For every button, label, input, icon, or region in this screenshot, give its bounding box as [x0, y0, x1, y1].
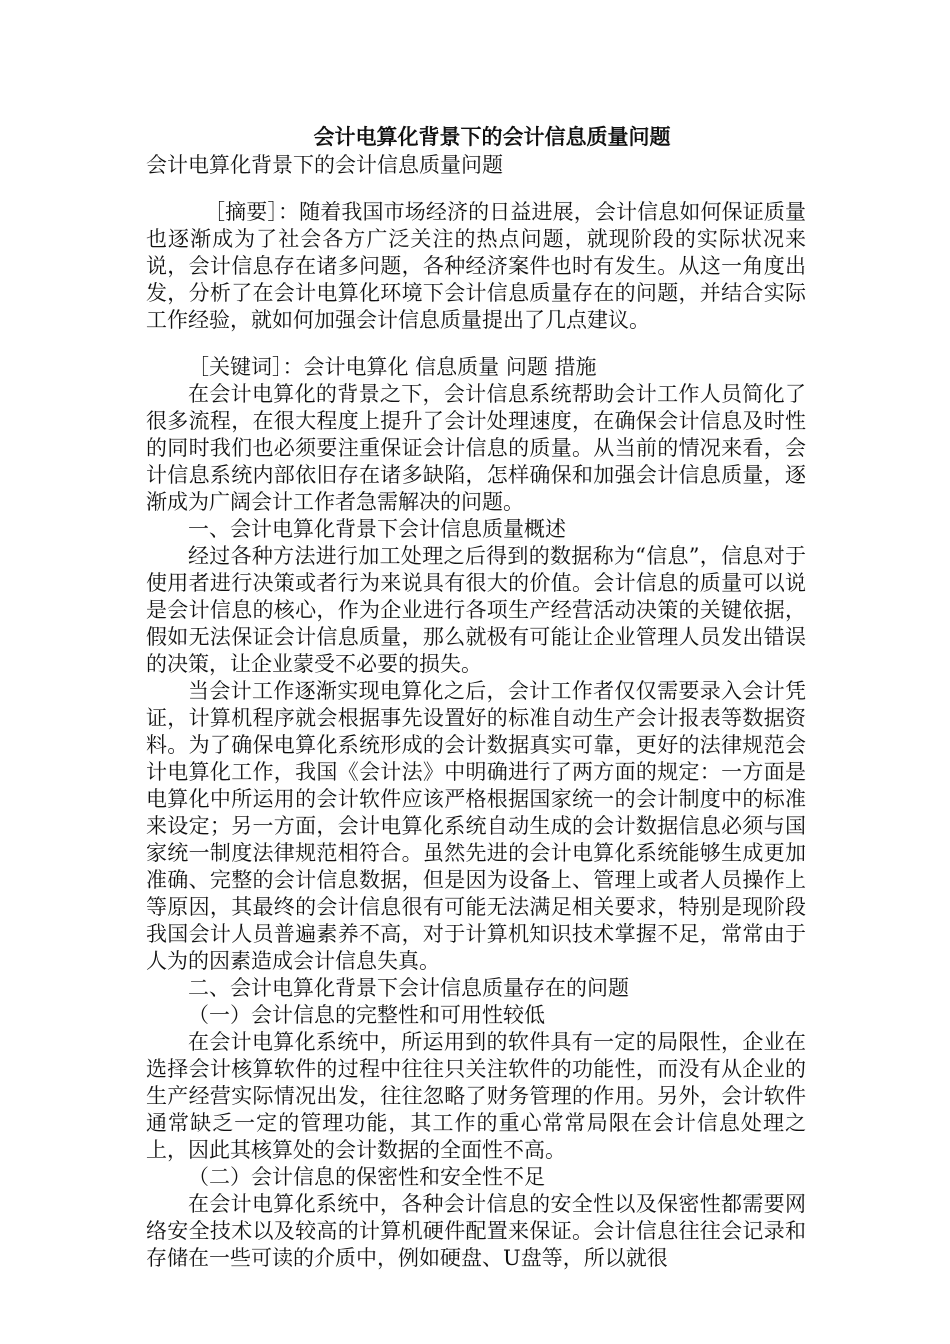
body-paragraph: 在会计电算化系统中，所运用到的软件具有一定的局限性，企业在选择会计核算软件的过程中往往只关注软件的功能性，而没有从企业的生产经营实际情况出发，往往忽略了财务管理的作用。另外，会计软件通常缺乏一定的管理功能，其工作的重心常常局限在会计信息处理之上，因此其核算处的会计数据的全面性不高。 [146, 1030, 806, 1162]
abstract-paragraph: ［摘要］：随着我国市场经济的日益进展，会计信息如何保证质量也逐渐成为了社会各方广泛关注的热点问题，就现阶段的实际状况来说，会计信息存在诸多问题，各种经济案件也时有发生。从这一角度出发，分析了在会计电算化环境下会计信息质量存在的问题，并结合实际工作经验，就如何加强会计信息质量提出了几点建议。 [146, 200, 806, 332]
section-heading: 二、会计电算化背景下会计信息质量存在的问题 [188, 976, 629, 1000]
body-paragraph: 在会计电算化的背景之下，会计信息系统帮助会计工作人员简化了很多流程，在很大程度上提升了会计处理速度，在确保会计信息及时性的同时我们也必须要注重保证会计信息的质量。从当前的情况来看，会计信息系统内部依旧存在诸多缺陷，怎样确保和加强会计信息质量，逐渐成为广阔会计工作者急需解决的问题。 [146, 382, 806, 514]
document-subtitle: 会计电算化背景下的会计信息质量问题 [146, 153, 503, 177]
body-paragraph: 经过各种方法进行加工处理之后得到的数据称为“信息”，信息对于使用者进行决策或者行为来说具有很大的价值。会计信息的质量可以说是会计信息的核心，作为企业进行各项生产经营活动决策的关键依据，假如无法保证会计信息质量，那么就极有可能让企业管理人员发出错误的决策，让企业蒙受不必要的损失。 [146, 544, 806, 676]
document-title: 会计电算化背景下的会计信息质量问题 [313, 124, 671, 149]
body-paragraph: 在会计电算化系统中，各种会计信息的安全性以及保密性都需要网络安全技术以及较高的计算机硬件配置来保证。会计信息往往会记录和存储在一些可读的介质中，例如硬盘、U盘等，所以就很 [146, 1192, 806, 1270]
document-page [146, 122, 806, 1272]
subsection-heading: （二）会计信息的保密性和安全性不足 [188, 1165, 545, 1189]
body-paragraph: 当会计工作逐渐实现电算化之后，会计工作者仅仅需要录入会计凭证，计算机程序就会根据事先设置好的标准自动生产会计报表等数据资料。为了确保电算化系统形成的会计数据真实可靠，更好的法律规范会计电算化工作，我国《会计法》中明确进行了两方面的规定：一方面是电算化中所运用的会计软件应该严格根据国家统一的会计制度中的标准来设定；另一方面，会计电算化系统自动生成的会计数据信息必须与国家统一制度法律规范相符合。虽然先进的会计电算化系统能够生成更加准确、完整的会计信息数据，但是因为设备上、管理上或者人员操作上等原因，其最终的会计信息很有可能无法满足相关要求，特别是现阶段我国会计人员普遍素养不高，对于计算机知识技术掌握不足，常常由于人为的因素造成会计信息失真。 [146, 679, 806, 973]
keywords-line: ［关键词］：会计电算化 信息质量 问题 措施 [188, 355, 597, 379]
subsection-heading: （一）会计信息的完整性和可用性较低 [188, 1003, 545, 1027]
section-heading: 一、会计电算化背景下会计信息质量概述 [188, 517, 566, 541]
